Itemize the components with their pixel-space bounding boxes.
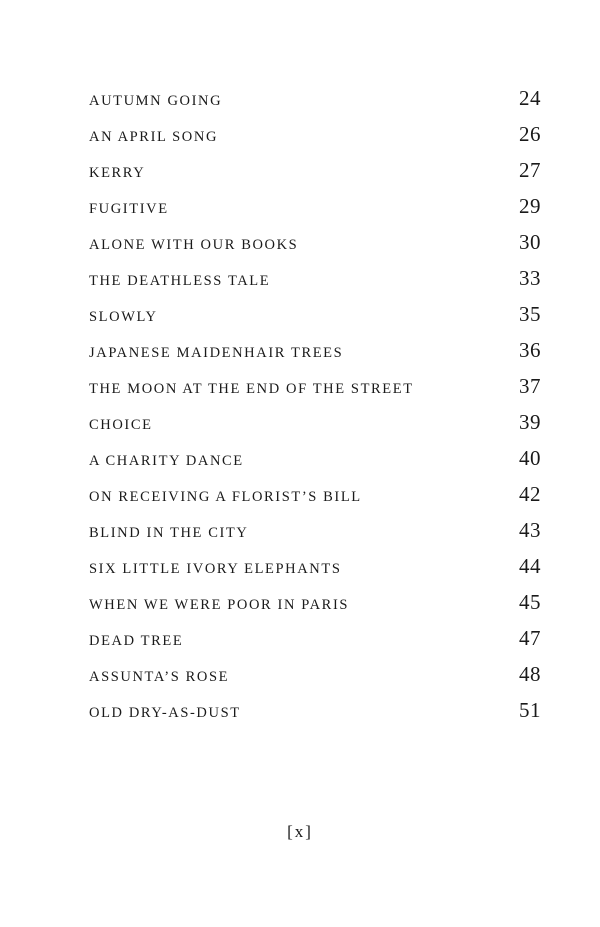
- toc-entry-title: DEAD TREE: [89, 633, 184, 649]
- toc-entry-title: OLD DRY-AS-DUST: [89, 705, 241, 721]
- toc-entry-page: 40: [519, 446, 541, 470]
- toc-entry-title: A CHARITY DANCE: [89, 453, 244, 469]
- toc-entry-page: 45: [519, 590, 541, 614]
- toc-entry-title: AN APRIL SONG: [89, 129, 219, 145]
- toc-entry-page: 30: [519, 230, 541, 254]
- toc-entry-page: 48: [519, 662, 541, 686]
- toc-entry-page: 39: [519, 410, 541, 434]
- toc-entry-title: JAPANESE MAIDENHAIR TREES: [89, 345, 344, 361]
- toc-entry-title: ASSUNTA’S ROSE: [89, 669, 230, 685]
- toc-entry: [89, 440, 541, 476]
- toc-entry-title: BLIND IN THE CITY: [89, 525, 249, 541]
- toc-entry-page: 47: [519, 626, 541, 650]
- toc-entry: [89, 116, 541, 152]
- toc-entry-title: ON RECEIVING A FLORIST’S BILL: [89, 489, 362, 505]
- toc-entry-page: 36: [519, 338, 541, 362]
- toc-entry-page: 42: [519, 482, 541, 506]
- toc-entry-title: CHOICE: [89, 417, 153, 433]
- toc-entry: [89, 80, 541, 116]
- table-of-contents: [89, 80, 541, 728]
- toc-entry-title: AUTUMN GOING: [89, 93, 223, 109]
- toc-entry-page: 37: [519, 374, 541, 398]
- toc-entry-page: 35: [519, 302, 541, 326]
- toc-entry-title: FUGITIVE: [89, 201, 169, 217]
- toc-entry-title: ALONE WITH OUR BOOKS: [89, 237, 299, 253]
- toc-entry-title: WHEN WE WERE POOR IN PARIS: [89, 597, 350, 613]
- toc-entry-page: 29: [519, 194, 541, 218]
- toc-entry-title: SIX LITTLE IVORY ELEPHANTS: [89, 561, 342, 577]
- toc-entry-title: THE DEATHLESS TALE: [89, 273, 271, 289]
- toc-entry: [89, 296, 541, 332]
- toc-entry: [89, 368, 541, 404]
- toc-entry-page: 43: [519, 518, 541, 542]
- toc-entry: [89, 332, 541, 368]
- toc-entry-page: 33: [519, 266, 541, 290]
- toc-entry: [89, 260, 541, 296]
- toc-entry: [89, 224, 541, 260]
- toc-entry: [89, 620, 541, 656]
- toc-entry: [89, 512, 541, 548]
- toc-entry: [89, 548, 541, 584]
- toc-entry-title: SLOWLY: [89, 309, 158, 325]
- toc-entry-page: 51: [519, 698, 541, 722]
- toc-entry: [89, 656, 541, 692]
- toc-entry-page: 26: [519, 122, 541, 146]
- toc-entry: [89, 584, 541, 620]
- toc-entry-page: 44: [519, 554, 541, 578]
- toc-entry-page: 24: [519, 86, 541, 110]
- toc-entry: [89, 188, 541, 224]
- toc-entry: [89, 476, 541, 512]
- toc-entry: [89, 692, 541, 728]
- toc-entry: [89, 152, 541, 188]
- page-folio: [x]: [287, 822, 313, 841]
- toc-entry-title: KERRY: [89, 165, 146, 181]
- toc-entry-title: THE MOON AT THE END OF THE STREET: [89, 381, 414, 397]
- toc-entry: [89, 404, 541, 440]
- toc-entry-page: 27: [519, 158, 541, 182]
